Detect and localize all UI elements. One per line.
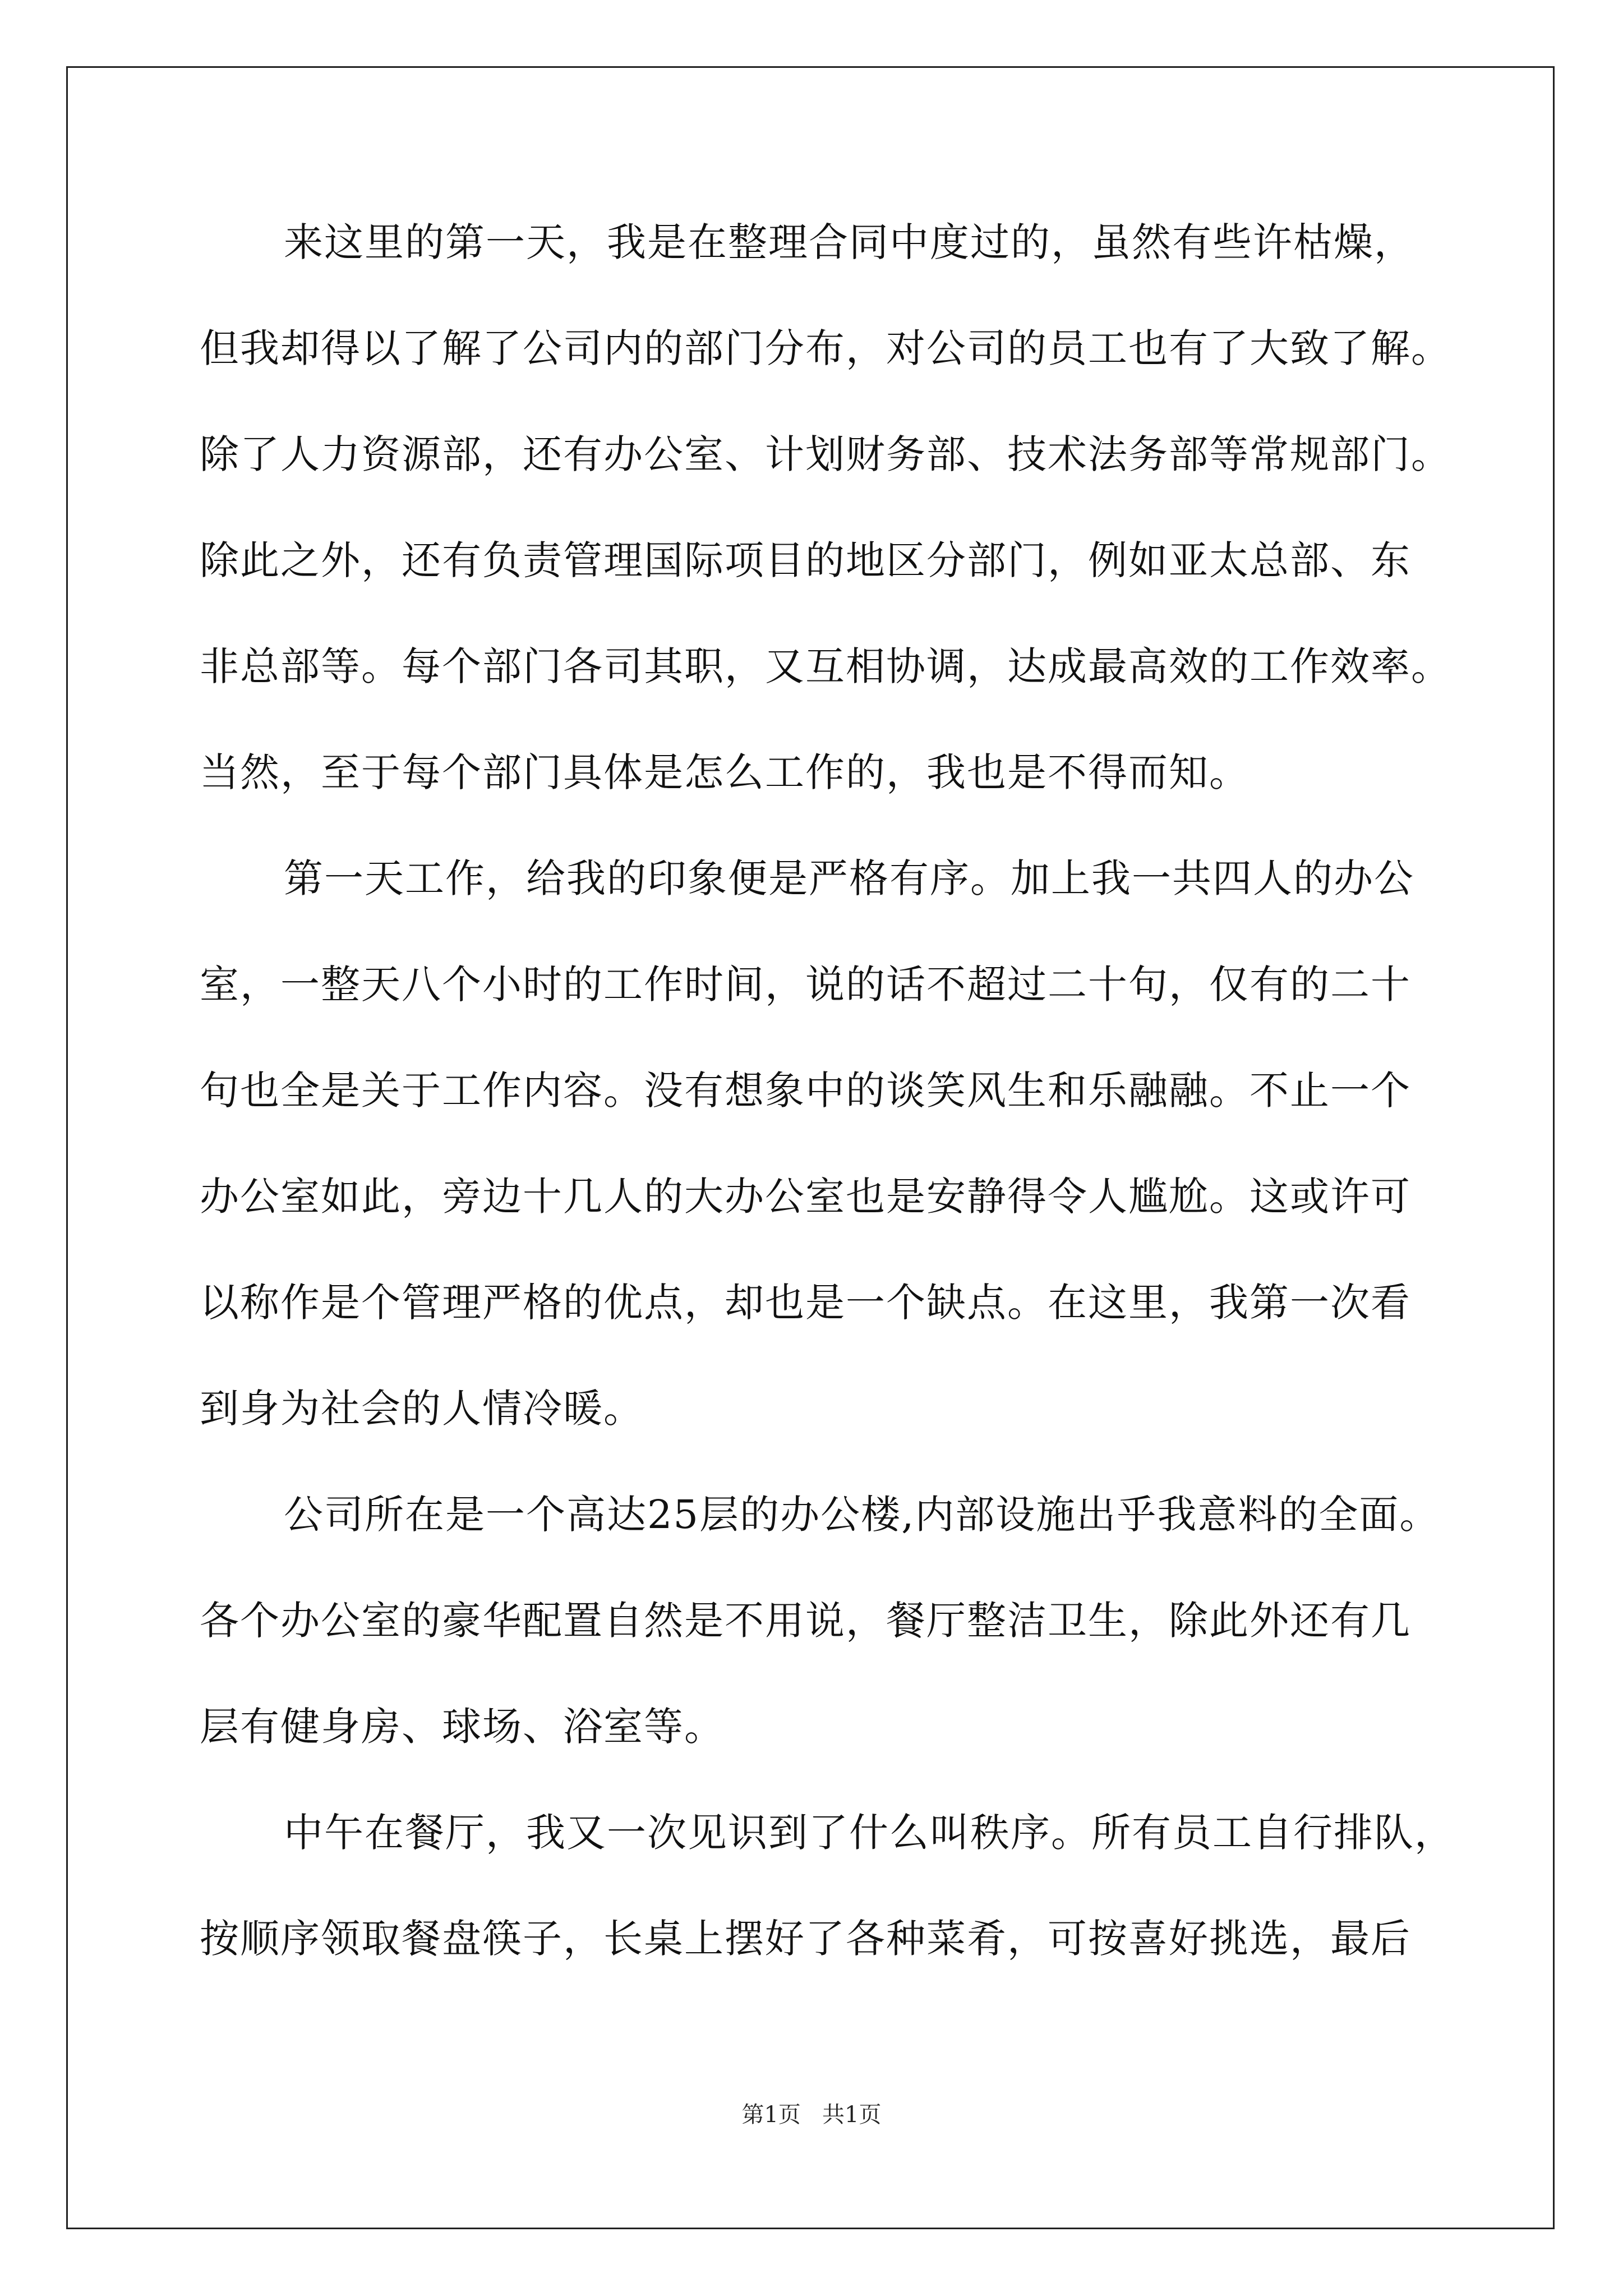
paragraph-1-line-3: 除了人力资源部，还有办公室、计划财务部、技术法务部等常规部门。 xyxy=(200,431,1451,477)
paragraph-2-line-6: 到身为社会的人情冷暖。 xyxy=(200,1386,644,1432)
paragraph-1-line-6: 当然，至于每个部门具体是怎么工作的，我也是不得而知。 xyxy=(200,749,1249,795)
paragraph-1-line-4: 除此之外，还有负责管理国际项目的地区分部门，例如亚太总部、东 xyxy=(200,537,1411,583)
paragraph-1-line-5: 非总部等。每个部门各司其职，又互相协调，达成最高效的工作效率。 xyxy=(200,643,1451,689)
page-number-footer: 第1页 共1页 xyxy=(741,2102,882,2128)
paragraph-2-line-3: 句也全是关于工作内容。没有想象中的谈笑风生和乐融融。不止一个 xyxy=(200,1068,1411,1114)
paragraph-2-line-4: 办公室如此，旁边十几人的大办公室也是安静得令人尴尬。这或许可 xyxy=(200,1174,1411,1220)
paragraph-3-line-1: 公司所在是一个高达25层的办公楼,内部设施出乎我意料的全面。 xyxy=(284,1492,1440,1538)
paragraph-4-line-1: 中午在餐厅，我又一次见识到了什么叫秩序。所有员工自行排队， xyxy=(284,1810,1455,1856)
paragraph-2-line-1: 第一天工作，给我的印象便是严格有序。加上我一共四人的办公 xyxy=(284,855,1414,901)
paragraph-2-line-2: 室，一整天八个小时的工作时间，说的话不超过二十句，仅有的二十 xyxy=(200,961,1411,1007)
paragraph-3-line-2: 各个办公室的豪华配置自然是不用说，餐厅整洁卫生，除此外还有几 xyxy=(200,1598,1411,1644)
paragraph-1-line-1: 来这里的第一天，我是在整理合同中度过的，虽然有些许枯燥， xyxy=(284,219,1414,265)
paragraph-3-line-3: 层有健身房、球场、浴室等。 xyxy=(200,1704,725,1750)
paragraph-2-line-5: 以称作是个管理严格的优点，却也是一个缺点。在这里，我第一次看 xyxy=(200,1280,1411,1326)
paragraph-1-line-2: 但我却得以了解了公司内的部门分布，对公司的员工也有了大致了解。 xyxy=(200,325,1451,371)
paragraph-4-line-2: 按顺序领取餐盘筷子，长桌上摆好了各种菜肴，可按喜好挑选，最后 xyxy=(200,1916,1411,1962)
